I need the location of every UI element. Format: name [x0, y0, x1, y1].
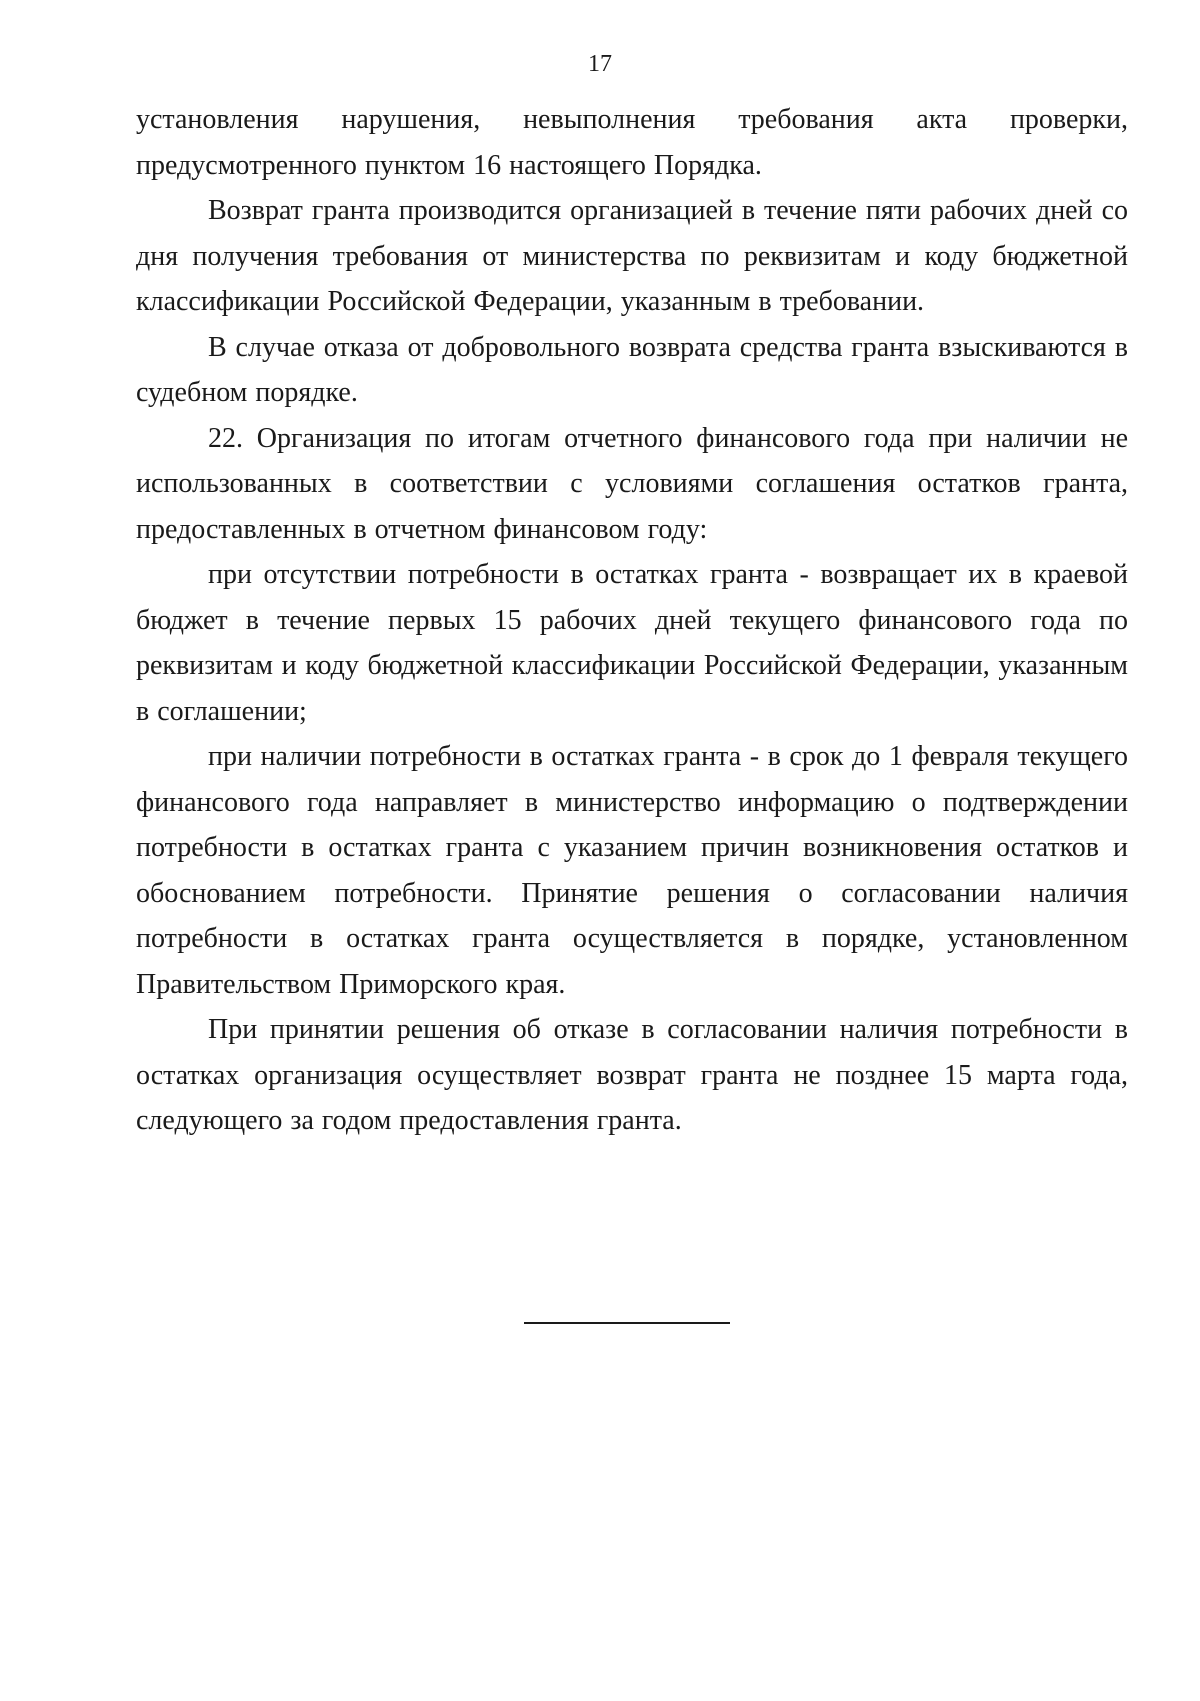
paragraph-refusal-decision: При принятии решения об отказе в согласовании наличия потребности в остатках организация осуществляет возврат гранта не позднее 15 марта года, следующего за годом предоставления гранта. [136, 1014, 1128, 1136]
paragraph-refusal-case: В случае отказа от добровольного возврата средства гранта взыскиваются в судебном порядке. [136, 331, 1128, 408]
paragraph-no-need: при отсутствии потребности в остатках гранта - возвращает их в краевой бюджет в течение первых 15 рабочих дней текущего финансового года по реквизитам и коду бюджетной классификации Российской Федерации, указанным в соглашении; [136, 559, 1128, 727]
paragraph-grant-return: Возврат гранта производится организацией в течение пяти рабочих дней со дня получения требования от министерства по реквизитам и коду бюджетной классификации Российской Федерации, указанным в требовании. [136, 195, 1128, 317]
paragraph-clause-22: 22. Организация по итогам отчетного финансового года при наличии не использованных в соответствии с условиями соглашения остатков гранта, предоставленных в отчетном финансовом году: [136, 422, 1128, 545]
paragraph-continuation: установления нарушения, невыполнения требования акта проверки, предусмотренного пунктом 16 настоящего Порядка. [136, 104, 1128, 181]
page-number: 17 [588, 51, 612, 77]
paragraph-need: при наличии потребности в остатках гранта - в срок до 1 февраля текущего финансового года направляет в министерство информацию о подтверждении потребности в остатках гранта с указанием причин возникновения остатков и обоснованием потребности. Принятие решения о согласовании наличия потребности в остатках гранта осуществляется в порядке, установленном Правительством Приморского края. [136, 741, 1128, 1000]
end-of-document-rule [524, 1322, 730, 1324]
document-body [136, 97, 1128, 1144]
